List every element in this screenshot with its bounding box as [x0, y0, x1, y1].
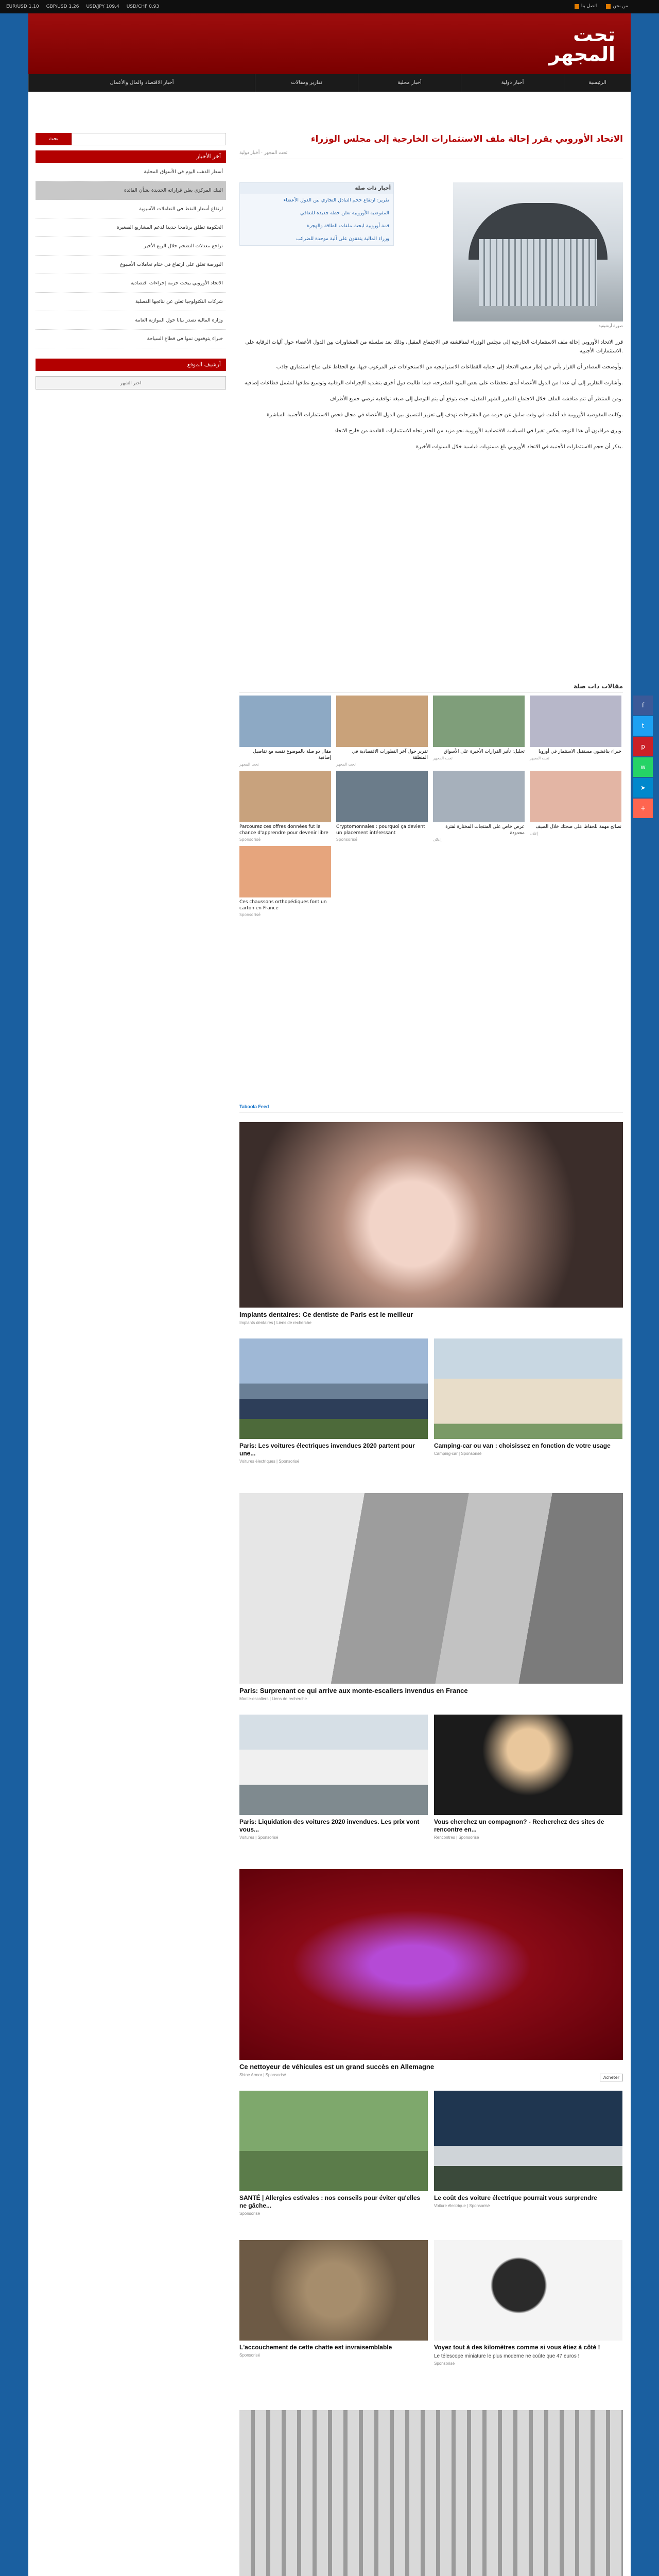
currency-rate: USD/CHF 0.93	[126, 4, 160, 9]
ad-shine-armor[interactable]	[239, 1869, 623, 2077]
article-title: الاتحاد الأوروبي يقرر إحالة ملف الاستثمارات الخارجية إلى مجلس الوزراء	[310, 134, 623, 144]
ad-image	[239, 2410, 623, 2576]
building-facade	[479, 239, 597, 306]
ad-image	[434, 2091, 622, 2191]
article-photo	[453, 182, 623, 321]
currency-rate: GBP/USD 1.26	[46, 4, 79, 9]
related-card[interactable]	[336, 771, 428, 842]
taboola-feed	[239, 1104, 623, 1113]
photo-caption: صورة أرشيفية	[598, 324, 623, 328]
site-logo[interactable]: تحت المجهر	[549, 23, 615, 65]
ad-source: Monte-escaliers | Liens de recherche	[239, 1697, 307, 1701]
recent-item[interactable]: البورصة تغلق على ارتفاع في ختام تعاملات الأسبوع	[36, 256, 226, 274]
currency-rate: EUR/USD 1.10	[6, 4, 39, 9]
related-card-image	[433, 771, 525, 822]
related-card[interactable]	[433, 771, 525, 842]
ad-image	[239, 1715, 428, 1815]
telegram-icon[interactable]: ➤	[633, 778, 653, 798]
ad-allergies[interactable]	[239, 2091, 428, 2216]
ad-source: Voiture électrique | Sponsorisé	[434, 2204, 490, 2208]
top-link-contact[interactable]: اتصل بنا	[575, 4, 597, 9]
facebook-icon[interactable]: f	[633, 696, 653, 715]
related-card-title: Cryptomonnaies : pourquoi ça devient un placement intéressant	[336, 824, 425, 836]
related-card-image	[336, 696, 428, 747]
related-card-title: تحليل: تأثير القرارات الأخيرة على الأسواق	[444, 749, 525, 754]
sidebar	[36, 133, 226, 395]
recent-item[interactable]: البنك المركزي يعلن قراراته الجديدة بشأن الفائدة	[36, 181, 226, 200]
recent-item[interactable]: أسعار الذهب اليوم في الأسواق المحلية	[36, 163, 226, 181]
article-body	[239, 338, 623, 459]
related-card-source: تحت المجهر	[239, 762, 259, 767]
related-card-image	[530, 696, 621, 747]
currency-rates	[6, 4, 159, 9]
related-card-image	[239, 846, 331, 897]
related-card[interactable]	[530, 696, 621, 767]
recent-item[interactable]: تراجع معدلات التضخم خلال الربع الأخير	[36, 237, 226, 256]
ad-source: Shine Armor | Sponsorisé	[239, 2073, 286, 2077]
related-card-source: إعلان	[433, 837, 442, 842]
main-nav	[28, 74, 631, 92]
whatsapp-icon[interactable]: w	[633, 757, 653, 777]
pinterest-icon[interactable]: p	[633, 737, 653, 756]
article-paragraph: وأشارت التقارير إلى أن عددا من الدول الأعضاء أبدى تحفظات على بعض البنود المقترحة، فيما طالبت دول أخرى بتشديد الإجراءات الرقابية وتوسيع نطاقها لتشمل قطاعات إضافية.	[244, 380, 623, 386]
related-articles-heading: مقالات ذات صلة	[239, 683, 623, 692]
ad-title: Camping-car ou van : choisissez en fonction de votre usage	[434, 1442, 611, 1449]
taboola-label: Taboola Feed	[239, 1104, 623, 1113]
archive-heading: أرشيف الموقع	[36, 359, 226, 371]
ad-electric-cars[interactable]	[239, 1338, 428, 1464]
top-links	[575, 4, 628, 9]
plus-icon[interactable]: +	[633, 799, 653, 818]
article-paragraph: وكانت المفوضية الأوروبية قد أعلنت في وقت سابق عن حزمة من المقترحات تهدف إلى تعزيز التنسيق بين الدول الأعضاء في مجال فحص الاستثمارات الأجنبية المباشرة.	[267, 412, 623, 418]
related-card-source: تحت المجهر	[433, 756, 453, 760]
ad-stairlift[interactable]	[239, 1493, 623, 1701]
recent-item[interactable]: الحكومة تطلق برنامجا جديدا لدعم المشاريع الصغيرة	[36, 218, 226, 237]
related-card-image	[530, 771, 621, 822]
recent-list	[36, 163, 226, 348]
recent-item[interactable]: الاتحاد الأوروبي يبحث حزمة إجراءات اقتصادية	[36, 274, 226, 293]
related-card[interactable]	[433, 696, 525, 767]
ad-image	[434, 2240, 622, 2341]
ad-dental-image	[239, 1122, 623, 1308]
nav-item-world[interactable]: أخبار دولية	[461, 74, 564, 92]
related-card-title: خبراء يناقشون مستقبل الاستثمار في أوروبا	[539, 749, 621, 754]
recent-item[interactable]: خبراء يتوقعون نموا في قطاع السياحة	[36, 330, 226, 348]
related-card-title: نصائح مهمة للحفاظ على صحتك خلال الصيف	[535, 824, 621, 829]
ad-source: Sponsorisé	[239, 2353, 261, 2358]
ad-ev-cost[interactable]	[434, 2091, 622, 2216]
related-box	[239, 182, 394, 246]
ad-dating[interactable]	[434, 1715, 622, 1840]
ad-buy-button[interactable]: Acheter	[600, 2074, 623, 2081]
search-form	[36, 133, 226, 145]
top-bar	[0, 0, 659, 13]
ad-pair-4	[239, 2240, 623, 2366]
related-card[interactable]	[530, 771, 621, 842]
article-paragraph: وأوضحت المصادر أن القرار يأتي في إطار سعي الاتحاد إلى حماية القطاعات الاستراتيجية من الاستحواذات غير المرغوب فيها، مع الحفاظ على مناخ استثماري جاذب.	[276, 364, 623, 370]
ad-cat[interactable]	[239, 2240, 428, 2366]
article-paragraph: ويرى مراقبون أن هذا التوجه يعكس تغيرا في السياسة الاقتصادية الأوروبية نحو مزيد من الحذر تجاه الاستثمارات القادمة من خارج الاتحاد.	[334, 428, 623, 434]
search-input[interactable]	[72, 133, 226, 145]
ad-source: Sponsorisé	[239, 2211, 261, 2216]
related-card-image	[336, 771, 428, 822]
ad-image	[239, 2240, 428, 2341]
related-card-source: Sponsorisé	[336, 837, 358, 842]
ad-telescope[interactable]	[434, 2240, 622, 2366]
ad-title: Le coût des voiture électrique pourrait vous surprendre	[434, 2194, 597, 2201]
ad-dental[interactable]	[239, 1122, 623, 1325]
ad-image	[434, 1338, 622, 1439]
ad-title: Paris: Liquidation des voitures 2020 invendues. Les prix vont vous...	[239, 1818, 420, 1833]
related-card-title: عرض خاص على المنتجات المختارة لفترة محدودة	[445, 824, 525, 836]
article-paragraph: قرر الاتحاد الأوروبي إحالة ملف الاستثمارات الخارجية إلى مجلس الوزراء لمناقشته في الاجتماع المقبل، وذلك بعد سلسلة من المشاورات بين الدول الأعضاء حول آليات الرقابة على الاستثمارات الأجنبية.	[245, 340, 623, 354]
ad-pair-2	[239, 1715, 623, 1840]
recent-heading: آخر الأخبار	[36, 150, 226, 163]
ad-source: Rencontres | Sponsorisé	[434, 1835, 479, 1840]
article-meta: تحت المجهر · أخبار دولية	[239, 150, 623, 159]
ad-camping[interactable]	[434, 1338, 622, 1464]
ad-image	[239, 2091, 428, 2191]
related-card-image	[239, 696, 331, 747]
related-card-title: مقال ذو صلة بالموضوع نفسه مع تفاصيل إضافية	[253, 749, 331, 760]
related-card-source: Sponsorisé	[239, 912, 261, 917]
ad-source: Voitures électriques | Sponsorisé	[239, 1459, 300, 1464]
currency-rate: USD/JPY 109.4	[86, 4, 119, 9]
nav-item-economy[interactable]: أخبار الاقتصاد والمال والأعمال	[28, 74, 255, 92]
nav-item-home[interactable]: الرئيسية	[564, 74, 631, 92]
top-link-about[interactable]: من نحن	[606, 4, 628, 9]
contact-icon	[575, 4, 579, 9]
related-card-title: Ces chaussons orthopédiques font un carton en France	[239, 900, 327, 911]
related-card[interactable]	[239, 846, 331, 917]
archive-select[interactable]: اختر الشهر	[36, 376, 226, 389]
recent-item[interactable]: وزارة المالية تصدر بيانا حول الموازنة العامة	[36, 311, 226, 330]
ad-title: Implants dentaires: Ce dentiste de Paris est le meilleur	[239, 1311, 413, 1318]
page-wrapper	[28, 13, 631, 2576]
ad-source: Sponsorisé	[434, 2361, 455, 2366]
search-button[interactable]: بحث	[36, 133, 72, 145]
ad-title: Voyez tout à des kilomètres comme si vous étiez à côté !	[434, 2344, 600, 2351]
ad-image	[239, 1493, 623, 1684]
related-link[interactable]: تقرير: ارتفاع حجم التبادل التجاري بين الدول الأعضاء	[283, 197, 389, 203]
nav-item-reports[interactable]: تقارير ومقالات	[255, 74, 358, 92]
ad-title: Paris: Surprenant ce qui arrive aux monte-escaliers invendus en France	[239, 1687, 468, 1694]
related-card[interactable]	[336, 696, 428, 767]
related-link[interactable]: المفوضية الأوروبية تعلن خطة جديدة للتعافي	[300, 210, 389, 216]
related-card-image	[433, 696, 525, 747]
ad-title: Vous cherchez un compagnon? - Recherchez des sites de rencontre en...	[434, 1818, 604, 1833]
related-card[interactable]	[239, 696, 331, 767]
ad-image	[239, 1338, 428, 1439]
related-card-title: تقرير حول آخر التطورات الاقتصادية في المنطقة	[352, 749, 428, 760]
ad-source: Camping-car | Sponsorisé	[434, 1451, 482, 1456]
ad-title: SANTÉ | Allergies estivales : nos conseils pour éviter qu'elles ne gâche...	[239, 2194, 421, 2209]
ad-radiator[interactable]	[239, 2410, 623, 2576]
ad-image	[434, 1715, 622, 1815]
related-heading: أخبار ذات صلة	[240, 183, 393, 194]
ad-title: L'accouchement de cette chatte est invraisemblable	[239, 2344, 392, 2351]
ad-car-liquidation[interactable]	[239, 1715, 428, 1840]
recent-item[interactable]: ارتفاع أسعار النفط في التعاملات الآسيوية	[36, 200, 226, 218]
recent-item[interactable]: شركات التكنولوجيا تعلن عن نتائجها الفصلية	[36, 293, 226, 311]
article-paragraph: يذكر أن حجم الاستثمارات الأجنبية في الاتحاد الأوروبي بلغ مستويات قياسية خلال السنوات الأخيرة.	[415, 444, 623, 450]
related-card[interactable]	[239, 771, 331, 842]
related-articles-grid	[239, 696, 623, 917]
ad-source: Voitures | Sponsorisé	[239, 1835, 279, 1840]
article	[239, 133, 623, 2366]
share-bar	[633, 696, 653, 819]
nav-item-local[interactable]: أخبار محلية	[358, 74, 461, 92]
related-card-source: تحت المجهر	[336, 762, 356, 767]
ad-pair-3	[239, 2091, 623, 2216]
ad-pair-1	[239, 1338, 623, 1464]
related-card-source: تحت المجهر	[530, 756, 549, 760]
related-link[interactable]: وزراء المالية يتفقون على آلية موحدة للضرائب	[296, 236, 389, 242]
related-card-source: Sponsorisé	[239, 837, 261, 842]
site-header	[28, 13, 631, 74]
article-paragraph: ومن المنتظر أن تتم مناقشة الملف خلال الاجتماع المقرر الشهر المقبل، حيث يتوقع أن يتم التوصل إلى صيغة توافقية ترضي جميع الأطراف.	[330, 396, 623, 402]
related-link[interactable]: قمة أوروبية لبحث ملفات الطاقة والهجرة	[306, 223, 389, 229]
ad-source: Implants dentaires | Liens de recherche	[239, 1320, 311, 1325]
ad-image	[239, 1869, 623, 2060]
ad-title: Ce nettoyeur de véhicules est un grand succès en Allemagne	[239, 2063, 435, 2071]
related-card-title: Parcourez ces offres données fut la chance d'apprendre pour devenir libre	[239, 824, 328, 836]
related-card-image	[239, 771, 331, 822]
info-icon	[606, 4, 611, 9]
ad-title: Paris: Les voitures électriques invendues 2020 partent pour une...	[239, 1442, 415, 1457]
twitter-icon[interactable]: t	[633, 716, 653, 736]
related-links	[240, 194, 393, 245]
ad-description: Le télescope miniature le plus moderne ne coûte que 47 euros !	[434, 2353, 580, 2359]
related-card-source: إعلان	[530, 831, 539, 836]
